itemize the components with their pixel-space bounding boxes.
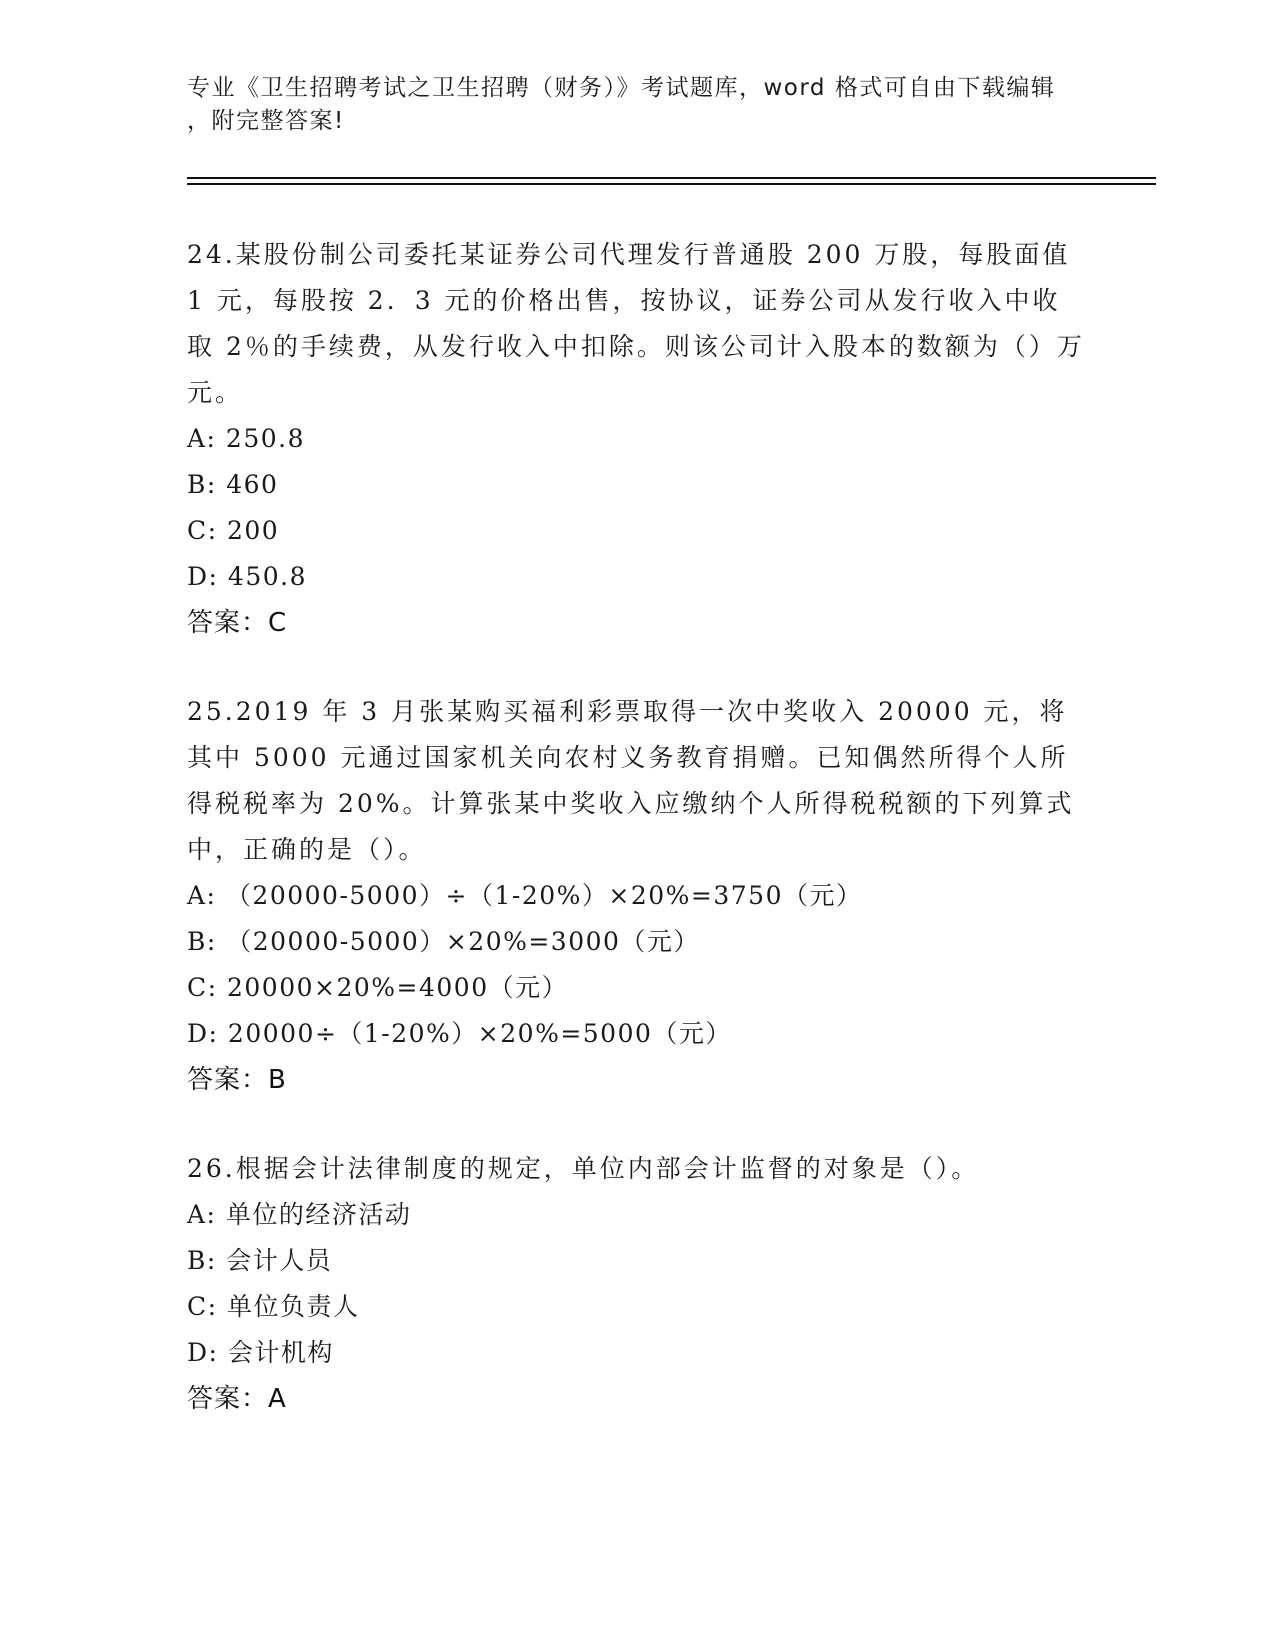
question-26 [187, 1146, 1087, 1422]
option-d: D: 20000÷（1-20%）×20%=5000（元） [187, 1019, 732, 1048]
question-24 [187, 232, 1087, 646]
question-25 [187, 689, 1087, 1103]
option-a: A: 单位的经济活动 [187, 1200, 412, 1229]
option-b: B: 460 [187, 470, 279, 499]
option-b: B: 会计人员 [187, 1246, 333, 1275]
option-c: C: 20000×20%=4000（元） [187, 973, 569, 1002]
header-line-2: ，附完整答案! [187, 108, 345, 134]
answer: 答案：A [187, 1384, 287, 1414]
document-header [187, 72, 1067, 138]
answer: 答案：B [187, 1065, 287, 1095]
option-a: A: （20000-5000）÷（1-20%）×20%=3750（元） [187, 881, 863, 910]
option-c: C: 200 [187, 516, 280, 545]
question-stem: 26.根据会计法律制度的规定，单位内部会计监督的对象是（）。 [187, 1154, 980, 1183]
option-d: D: 450.8 [187, 562, 307, 591]
question-stem: 24.某股份制公司委托某证券公司代理发行普通股 200 万股，每股面值 1 元，每股按 2．3 元的价格出售，按协议，证券公司从发行收入中收取 2％的手续费，从发行收入中扣除。则该公司计入股本的数额为（）万元。 [187, 240, 1085, 407]
header-divider-bottom [187, 183, 1156, 185]
answer: 答案：C [187, 608, 288, 638]
option-a: A: 250.8 [187, 424, 305, 453]
option-b: B: （20000-5000）×20%=3000（元） [187, 927, 700, 956]
header-line-1: 专业《卫生招聘考试之卫生招聘（财务）》考试题库，word 格式可自由下载编辑 [187, 75, 1056, 101]
option-d: D: 会计机构 [187, 1338, 334, 1367]
header-divider-top [187, 177, 1156, 179]
option-c: C: 单位负责人 [187, 1292, 360, 1321]
question-stem: 25.2019 年 3 月张某购买福利彩票取得一次中奖收入 20000 元，将其中 5000 元通过国家机关向农村义务教育捐赠。已知偶然所得个人所得税税率为 20%。计算张某中奖收入应缴纳个人所得税税额的下列算式中，正确的是（）。 [187, 697, 1075, 864]
